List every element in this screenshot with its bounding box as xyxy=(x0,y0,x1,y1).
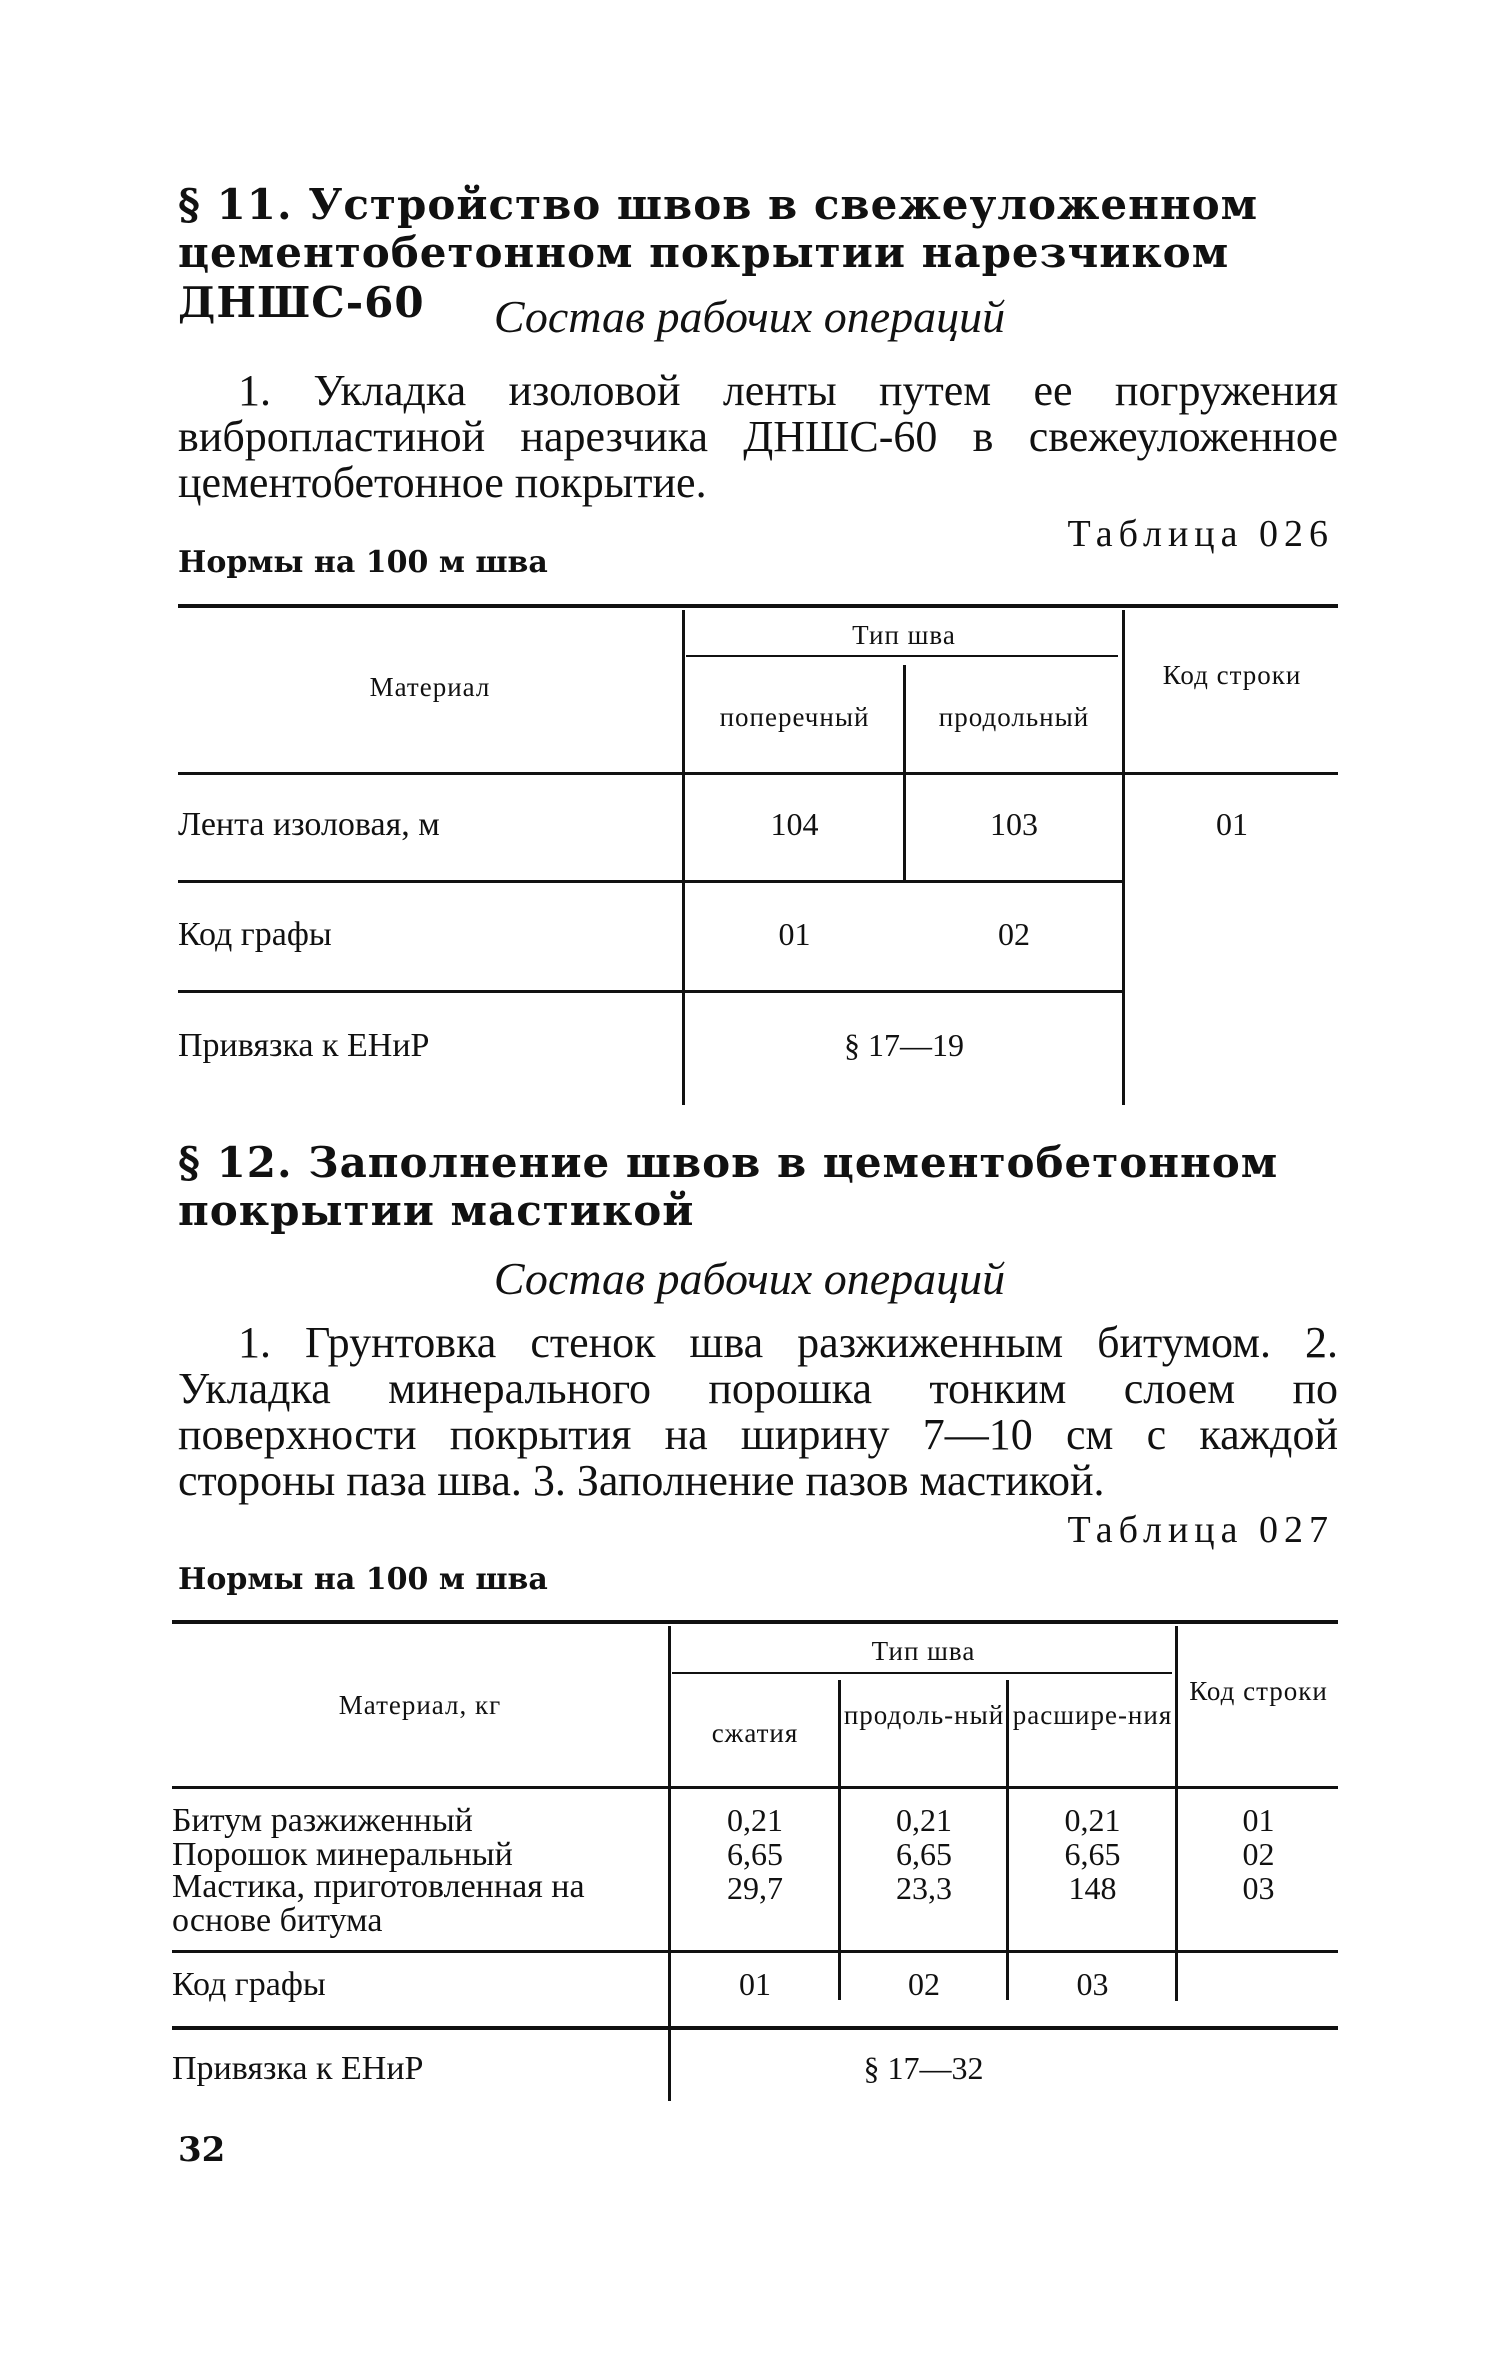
table-026-row2-v1: 01 xyxy=(778,916,811,952)
section-11-subtitle: Состав рабочих операций xyxy=(493,291,1006,342)
page-number: 32 xyxy=(178,2130,226,2170)
section-11-text: 1. Укладка изоловой ленты путем ее погружения вибропластиной нарезчика ДНШС-60 в свежеуложенное цементобетонное покрытие. xyxy=(178,366,1338,507)
table-027-row1-v1: 0,21 xyxy=(727,1802,783,1838)
table-027-caption: Таблица 027 xyxy=(1067,1509,1334,1551)
table-026-col-material: Материал xyxy=(369,672,491,702)
section-11-heading-line1: § 11. Устройство швов в свежеуложенном xyxy=(178,180,1259,229)
table-027-header-rule xyxy=(172,1786,1338,1789)
table-027-graf-name: Код графы xyxy=(172,1966,326,2003)
table-026-caption: Таблица 026 xyxy=(1067,513,1334,555)
table-027-row2-v3: 6,65 xyxy=(1064,1836,1121,1872)
table-026-row1-v2: 103 xyxy=(990,806,1038,842)
table-026-row3-ref: § 17—19 xyxy=(844,1027,964,1063)
table-027-row2-code: 02 xyxy=(1242,1836,1275,1872)
table-027-graf-v2: 02 xyxy=(908,1966,940,2002)
section-11-paragraph xyxy=(178,368,1338,506)
table-026-top-rule xyxy=(178,604,1338,608)
table-027-vline-4 xyxy=(1175,1626,1178,2001)
table-026-norms: Нормы на 100 м шва xyxy=(178,545,548,580)
table-027-row2-v1: 6,65 xyxy=(727,1836,783,1872)
table-027-top-rule xyxy=(172,1620,1338,1624)
table-027-row1-v2: 0,21 xyxy=(896,1802,952,1838)
table-027-col-code: Код строки xyxy=(1189,1676,1328,1706)
table-026-vline-3 xyxy=(1122,610,1125,1105)
table-026-row2-rule xyxy=(178,990,1122,993)
table-027-col-expansion: расшире-ния xyxy=(1012,1700,1173,1730)
table-027-body-rule xyxy=(172,1950,1338,1953)
table-026-row1-v1: 104 xyxy=(770,806,819,842)
table-026-col-code: Код строки xyxy=(1162,660,1302,690)
table-027-row1-name: Битум разжиженный xyxy=(172,1802,473,1839)
table-027-col-type: Тип шва xyxy=(871,1636,976,1666)
table-027-row3-v3: 148 xyxy=(1068,1870,1117,1906)
table-026-row1-code: 01 xyxy=(1216,806,1248,842)
table-027-row3-name: Мастика, приготовленная на основе битума xyxy=(172,1868,585,1939)
section-12-paragraph xyxy=(178,1320,1338,1504)
table-026-col-transverse: поперечный xyxy=(719,702,870,732)
table-027-ref-value: § 17—32 xyxy=(863,2050,984,2086)
table-027-type-rule xyxy=(672,1672,1172,1674)
table-027-col-longitudinal: продоль-ный xyxy=(843,1700,1005,1730)
table-027-col-compression: сжатия xyxy=(711,1718,799,1748)
table-026-col-type: Тип шва xyxy=(852,620,956,650)
table-027-row1-v3: 0,21 xyxy=(1064,1802,1121,1838)
table-026-row1-rule xyxy=(178,880,1122,883)
section-11-heading-line2: цементобетонном покрытии нарезчиком ДНШС-60 xyxy=(178,228,1230,327)
table-027-row3-v2: 23,3 xyxy=(896,1870,952,1906)
section-12-subtitle: Состав рабочих операций xyxy=(493,1253,1006,1304)
table-027-col-material: Материал, кг xyxy=(338,1690,502,1720)
section-12-text: 1. Грунтовка стенок шва разжиженным битумом. 2. Укладка минерального порошка тонким слоем по поверхности покрытия на ширину 7—10 см с каждой стороны паза шва. 3. Заполнение пазов мастикой. xyxy=(178,1318,1338,1505)
table-027-row3-code: 03 xyxy=(1242,1870,1275,1906)
table-027-row2-name: Порошок минеральный xyxy=(172,1836,513,1873)
table-027-norms: Нормы на 100 м шва xyxy=(178,1562,548,1597)
table-027-row1-code: 01 xyxy=(1242,1802,1275,1838)
table-026-row2-name: Код графы xyxy=(178,916,332,953)
table-026-row1-name: Лента изоловая, м xyxy=(178,806,440,843)
table-027-ref-name: Привязка к ЕНиР xyxy=(172,2050,424,2087)
table-027-graf-v3: 03 xyxy=(1076,1966,1109,2002)
table-027-row2-v2: 6,65 xyxy=(896,1836,952,1872)
table-026-col-longitudinal: продольный xyxy=(938,702,1090,732)
table-026-header-rule xyxy=(178,772,1338,775)
section-12-heading-line1: § 12. Заполнение швов в цементобетонном xyxy=(178,1138,1279,1187)
table-026-row2-v2: 02 xyxy=(998,916,1030,952)
section-12-heading-line2: покрытии мастикой xyxy=(178,1186,695,1235)
table-026-row3-name: Привязка к ЕНиР xyxy=(178,1027,430,1064)
table-027-graf-v1: 01 xyxy=(739,1966,771,2002)
table-026-vline-1 xyxy=(682,610,685,1105)
table-027-row3-v1: 29,7 xyxy=(727,1870,783,1906)
table-026-type-rule xyxy=(686,655,1118,657)
table-027-graf-rule xyxy=(172,2026,1338,2030)
